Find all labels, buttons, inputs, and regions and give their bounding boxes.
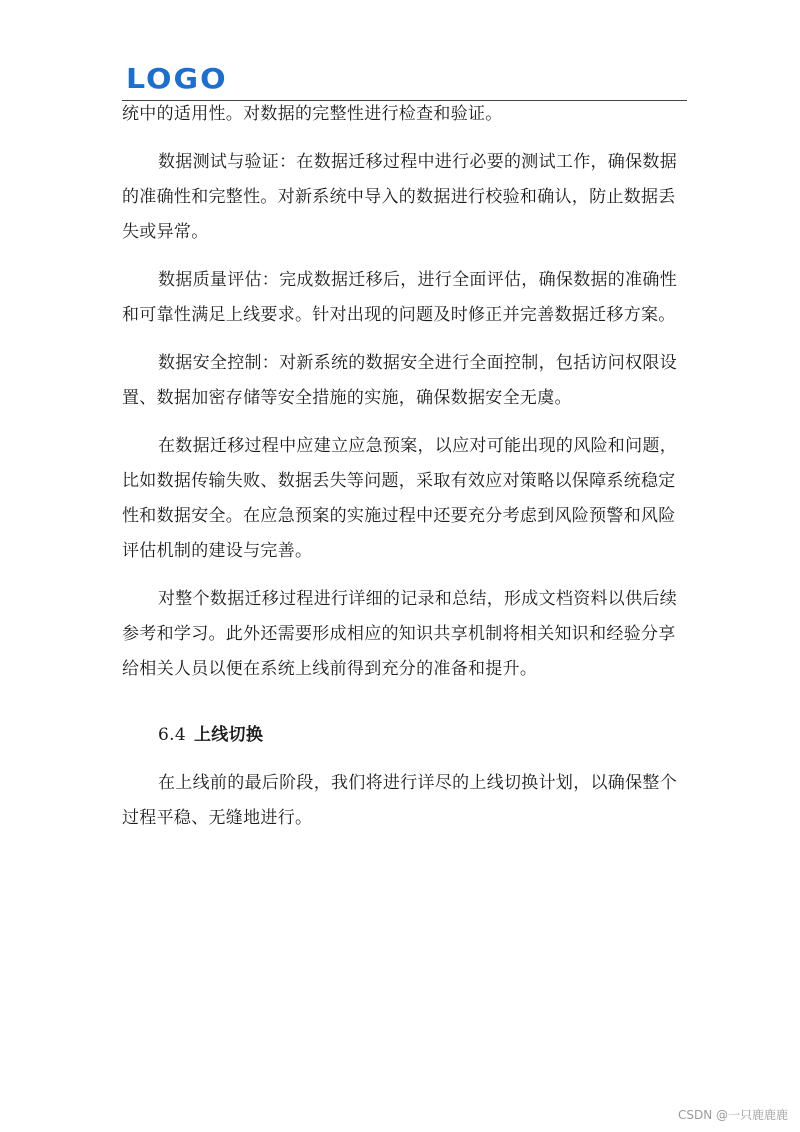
- logo: LOGO: [126, 63, 228, 96]
- section-number: 6.4: [158, 725, 186, 745]
- paragraph-data-quality: 数据质量评估：完成数据迁移后，进行全面评估，确保数据的准确性和可靠性满足上线要求。针对出现的问题及时修正并完善数据迁移方案。: [122, 270, 677, 325]
- section-title: 上线切换: [193, 725, 264, 745]
- paragraph-cutover-plan: 在上线前的最后阶段，我们将进行详尽的上线切换计划，以确保整个过程平稳、无缝地进行。: [122, 773, 677, 828]
- paragraph-contingency-plan: 在数据迁移过程中应建立应急预案，以应对可能出现的风险和问题，比如数据传输失败、数据丢失等问题，采取有效应对策略以保障系统稳定性和数据安全。在应急预案的实施过程中还要充分考虑到风险预警和风险评估机制的建设与完善。: [122, 436, 677, 561]
- watermark: CSDN @一只鹿鹿鹿: [677, 1108, 788, 1122]
- section-heading: [122, 718, 692, 753]
- page-header: [122, 62, 687, 101]
- continuation-text: 统中的适用性。对数据的完整性进行检查和验证。: [122, 104, 503, 124]
- paragraph-documentation: 对整个数据迁移过程进行详细的记录和总结，形成文档资料以供后续参考和学习。此外还需要形成相应的知识共享机制将相关知识和经验分享给相关人员以便在系统上线前得到充分的准备和提升。: [122, 589, 677, 679]
- document-body: [122, 97, 692, 836]
- paragraph-data-testing: 数据测试与验证：在数据迁移过程中进行必要的测试工作，确保数据的准确性和完整性。对新系统中导入的数据进行校验和确认，防止数据丢失或异常。: [122, 152, 677, 242]
- paragraph-data-security: 数据安全控制：对新系统的数据安全进行全面控制，包括访问权限设置、数据加密存储等安全措施的实施，确保数据安全无虞。: [122, 353, 677, 408]
